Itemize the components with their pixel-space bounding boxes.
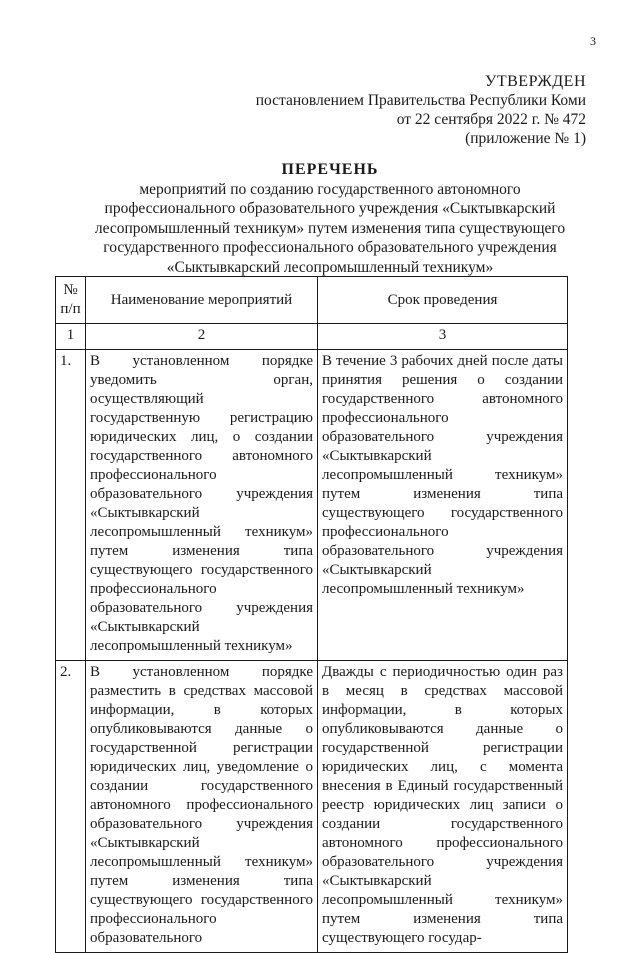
header-number-sign: № [63,282,78,298]
table-row [56,350,568,661]
measure-term: Дважды с периодичностью один раз в месяц в средствах массовой информации, в которых опубликовываются данные о государственной регистрации юридических лиц, с момента внесения в Единый государственный реестр юридических лиц записи о создании государственного автономного профессионального образовательного учреждения «Сыктывкарский лесопромышленный техникум» путем изменения типа существующего государ- [318,661,568,953]
measures-table [55,276,568,953]
approval-block [256,72,586,148]
approval-stamp-title: УТВЕРЖДЕН [485,73,586,90]
column-number-row [56,324,568,350]
approval-line: (приложение № 1) [465,130,586,147]
row-number: 1. [56,350,86,661]
header-term: Срок проведения [318,277,568,324]
column-number: 2 [86,324,318,350]
column-number: 3 [318,324,568,350]
measure-name: В установленном порядке разместить в средствах массовой информации, в которых опубликовываются данные о государственной регистрации юридических лиц, уведомление о создании государственного автономного профессионального образовательного учреждения «Сыктывкарский лесопромышленный техникум» путем изменения типа существующего государственного профессионального образовательного [86,661,318,953]
approval-line: постановлением Правительства Республики Коми [255,92,586,109]
heading-line: «Сыктывкарский лесопромышленный техникум» [166,258,494,276]
row-number: 2. [56,661,86,953]
heading-line: профессионального образовательного учреждения «Сыктывкарский [104,200,556,217]
document-heading [50,160,610,277]
header-name: Наименование мероприятий [86,277,318,324]
table-row [56,661,568,953]
approval-line: от 22 сентября 2022 г. № 472 [396,111,586,128]
table-header-row [56,277,568,324]
heading-line: мероприятий по созданию государственного автономного [139,180,521,198]
page-number: 3 [590,34,596,48]
document-title: ПЕРЕЧЕНЬ [281,161,379,178]
heading-line: лесопромышленный техникум» путем изменения типа существующего [94,219,566,237]
column-number: 1 [56,324,86,350]
measure-name: В установленном порядке уведомить орган, осуществляющий государственную регистрацию юридических лиц, о создании государственного автономного профессионального образовательного учреждения «Сыктывкарский лесопромышленный техникум» путем изменения типа существующего государственного профессионального образовательного учреждения «Сыктывкарский лесопромышленный техникум» [86,350,318,661]
heading-line: государственного профессионального образовательного учреждения [103,239,557,256]
measure-term: В течение 3 рабочих дней после даты принятия решения о создании государственного автономного профессионального образовательного учреждения «Сыктывкарский лесопромышленный техникум» путем изменения типа существующего государственного профессионального образовательного учреждения «Сыктывкарский лесопромышленный техникум» [318,350,568,661]
header-number [56,277,86,324]
header-number-abbr: п/п [60,301,81,317]
